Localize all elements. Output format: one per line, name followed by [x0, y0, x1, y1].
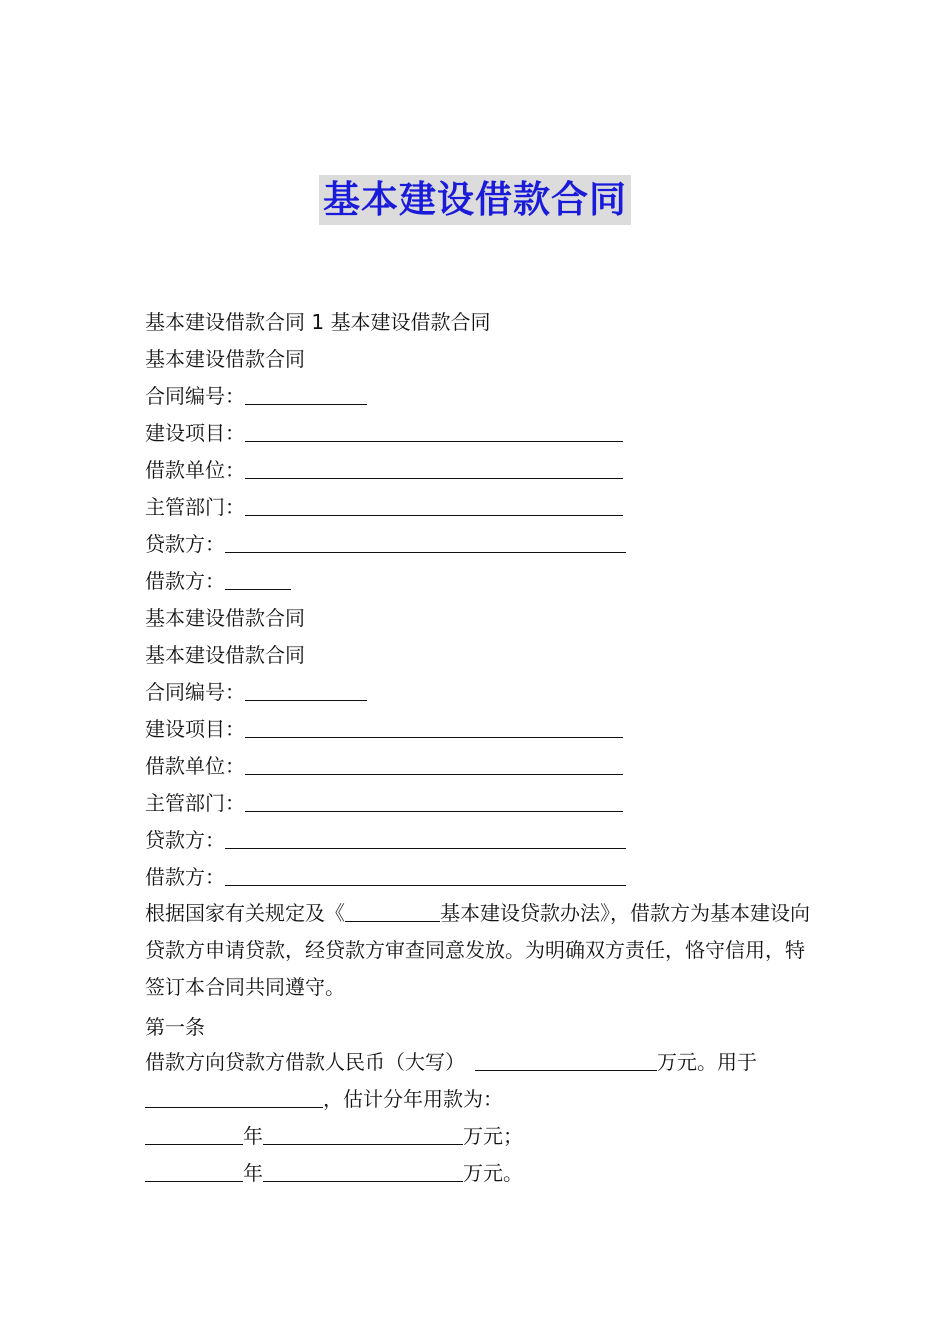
field-label: 主管部门： [145, 791, 245, 815]
contract-number-blank [245, 680, 367, 701]
project-blank [245, 421, 623, 442]
usage-blank [145, 1087, 323, 1108]
field-label: 借款方： [145, 569, 225, 593]
year-blank [145, 1161, 243, 1182]
borrower-blank [225, 569, 291, 590]
lender-line [145, 530, 626, 558]
borrower-unit-line [145, 752, 623, 780]
project-line [145, 419, 623, 447]
project-line [145, 715, 623, 743]
year-label: 年 [243, 1124, 263, 1148]
amount-blank [263, 1124, 463, 1145]
unit-label: 万元； [463, 1124, 523, 1148]
yearly-usage-line [145, 1159, 523, 1187]
borrower-unit-blank [245, 754, 623, 775]
field-label: 贷款方： [145, 828, 225, 852]
department-line [145, 789, 623, 817]
field-label: 建设项目： [145, 717, 245, 741]
loan-usage-line [145, 1085, 503, 1113]
line-text: 基本建设借款合同 [145, 643, 305, 667]
field-label: 建设项目： [145, 421, 245, 445]
contract-number-line [145, 678, 367, 706]
title-wrap [0, 175, 950, 225]
amount-blank [475, 1050, 657, 1071]
lender-line [145, 826, 626, 854]
project-blank [245, 717, 623, 738]
lender-blank [225, 532, 626, 553]
loan-text: 万元。用于 [657, 1050, 757, 1074]
field-label: 借款单位： [145, 754, 245, 778]
lender-blank [225, 828, 626, 849]
year-blank [145, 1124, 243, 1145]
borrower-line [145, 863, 626, 891]
unit-label: 万元。 [463, 1161, 523, 1185]
amount-blank [263, 1161, 463, 1182]
contract-number-blank [245, 384, 367, 405]
article-heading [145, 1013, 205, 1041]
field-label: 合同编号： [145, 680, 245, 704]
law-name-blank [345, 901, 440, 922]
line-text: 基本建设借款合同 [145, 347, 305, 371]
field-label: 主管部门： [145, 495, 245, 519]
borrower-unit-line [145, 456, 623, 484]
loan-text: ，估计分年用款为： [323, 1087, 503, 1111]
line-text: 基本建设借款合同 [145, 606, 305, 630]
text-line [145, 641, 305, 669]
document-title: 基本建设借款合同 [319, 175, 631, 225]
text-line [145, 308, 490, 336]
loan-amount-line [145, 1048, 757, 1076]
intro-paragraph [145, 895, 810, 1006]
paragraph-text: 基本建设贷款办法》，借款方为基本建设向贷款方申请贷款，经贷款方审查同意发放。为明确双方责任，恪守信用，特签订本合同共同遵守。 [145, 901, 810, 999]
borrower-unit-blank [245, 458, 623, 479]
department-blank [245, 495, 623, 516]
borrower-line [145, 567, 291, 595]
field-label: 贷款方： [145, 532, 225, 556]
department-line [145, 493, 623, 521]
contract-number-line [145, 382, 367, 410]
text-line [145, 345, 305, 373]
field-label: 合同编号： [145, 384, 245, 408]
article-heading-text: 第一条 [145, 1015, 205, 1039]
text-line [145, 604, 305, 632]
line-text: 基本建设借款合同 1 基本建设借款合同 [145, 310, 491, 334]
yearly-usage-line [145, 1122, 523, 1150]
field-label: 借款单位： [145, 458, 245, 482]
borrower-blank [225, 865, 626, 886]
loan-text: 借款方向贷款方借款人民币（大写） [145, 1050, 465, 1074]
year-label: 年 [243, 1161, 263, 1185]
department-blank [245, 791, 623, 812]
field-label: 借款方： [145, 865, 225, 889]
paragraph-text: 根据国家有关规定及《 [145, 901, 345, 925]
